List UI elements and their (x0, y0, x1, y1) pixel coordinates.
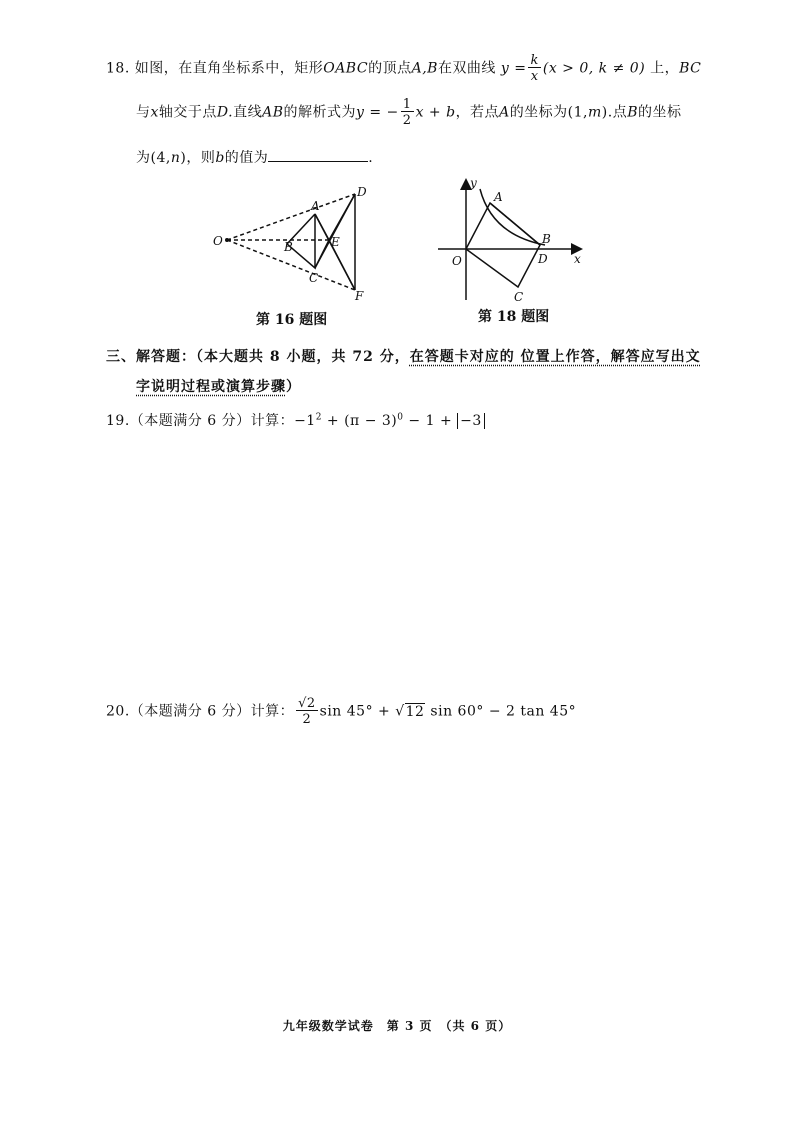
q18-text: 的顶点 (368, 60, 412, 77)
m-var: m (588, 104, 602, 121)
points-ab: A,B (411, 60, 438, 77)
page-footer: 九年级数学试卷 第 3 页 （共 6 页） (282, 1019, 512, 1033)
fig18-label-b: B (542, 232, 551, 246)
q18-text: 轴交于点 (158, 104, 217, 121)
segment-bc: BC (679, 60, 702, 77)
section3-desc-emphasis: 字说明过程或演算步骤 (136, 379, 286, 395)
q18-text: 的解析式为 (283, 104, 356, 121)
q18-text: . (368, 150, 374, 166)
line-eq-rhs: x + b (415, 104, 456, 121)
fig18-caption: 第 18 题图 (478, 309, 550, 325)
fig16-label-d: D (357, 185, 367, 199)
q20-denominator: 2 (302, 712, 312, 727)
point-d: D. (216, 104, 234, 121)
line-ab: AB (262, 104, 284, 121)
q18-text: 的值为 (224, 150, 269, 166)
q18-text: 与 (136, 104, 151, 121)
q19-expr: + (π − 3) (321, 413, 398, 429)
q20-number: 20. (106, 703, 130, 720)
hyperbola-lhs: y = (500, 60, 527, 77)
q18-text: 在双曲线 (437, 60, 496, 77)
fig16-caption: 第 16 题图 (256, 312, 328, 328)
section3-desc-emphasis: 在答题卡对应的 位置上作答，解答应写出文 (409, 349, 701, 365)
q19-number: 19. (106, 413, 130, 429)
fig18-label-c: C (514, 290, 524, 304)
hyperbola-fraction (528, 54, 540, 83)
q18-line2 (136, 98, 682, 127)
x-var: x (150, 104, 159, 121)
fig16-label-c: C (309, 271, 319, 285)
q18-text: 为(4, (136, 150, 171, 166)
q18-text: 直线 (233, 104, 263, 121)
fig16-label-a: A (311, 199, 320, 213)
q20-score: （本题满分 6 分）计算： (129, 703, 295, 720)
fig16-label-f: F (355, 289, 364, 302)
fig18-label-d: D (538, 252, 548, 266)
n-var: n (170, 150, 181, 166)
section3-line2 (136, 376, 301, 396)
hyperbola-numerator: k (530, 53, 539, 68)
q19-score: （本题满分 6 分）计算： (129, 413, 295, 429)
figure-16 (205, 182, 385, 302)
q20 (106, 697, 576, 726)
section3-desc: ） (286, 379, 301, 395)
q20-expr: sin 45° + √ (319, 703, 405, 720)
point-b: B (627, 104, 639, 121)
fig18-label-y: y (470, 176, 477, 190)
rect-name: OABC (323, 60, 369, 77)
q19-absolute-value: −3 (457, 413, 485, 429)
line-eq-fraction (401, 98, 414, 127)
fig18-label-a: A (494, 190, 503, 204)
fig18-label-x: x (574, 252, 581, 266)
q18-text: 上， (650, 60, 680, 77)
q18-line1 (106, 54, 701, 83)
fig16-label-b: B (284, 240, 293, 254)
q20-expr: sin 60° − 2 tan 45° (425, 703, 577, 720)
q19-expr: −1 (294, 413, 316, 429)
fig16-label-e: E (331, 235, 340, 249)
line-eq-numerator: 1 (402, 97, 412, 112)
q20-numerator: √2 (298, 696, 316, 711)
fig18-label-o: O (452, 254, 462, 268)
q18-line3 (136, 147, 373, 167)
section3-line1 (106, 346, 701, 366)
q20-fraction (296, 697, 318, 726)
line-eq-denominator: 2 (402, 113, 412, 128)
figure-18 (430, 175, 590, 305)
q19-exponent: 2 (315, 412, 322, 423)
q18-number: 18. (106, 60, 130, 77)
hyperbola-denominator: x (530, 69, 539, 84)
q18-text: 如图，在直角坐标系中，矩形 (134, 60, 324, 77)
q20-radicand: 12 (405, 703, 425, 720)
q18-text: )，则 (180, 150, 216, 166)
line-eq-lhs: y = − (356, 104, 399, 121)
b-var: b (215, 150, 225, 166)
q18-text: 的坐标 (638, 104, 682, 121)
point-a: A (499, 104, 510, 121)
q19 (106, 410, 485, 430)
q18-text: ).点 (601, 104, 628, 121)
q18-text: 的坐标为(1, (509, 104, 589, 121)
section3-title: 三、解答题： (106, 349, 196, 365)
q18-text: ，若点 (455, 104, 500, 121)
section3-desc: （本大题共 8 小题，共 72 分， (196, 349, 410, 365)
fig16-label-o: O (213, 234, 223, 248)
q19-expr: − 1 + (403, 413, 458, 429)
q19-exponent: 0 (397, 412, 404, 423)
hyperbola-condition: (x > 0, k ≠ 0) (542, 60, 646, 77)
answer-blank[interactable] (268, 149, 368, 162)
